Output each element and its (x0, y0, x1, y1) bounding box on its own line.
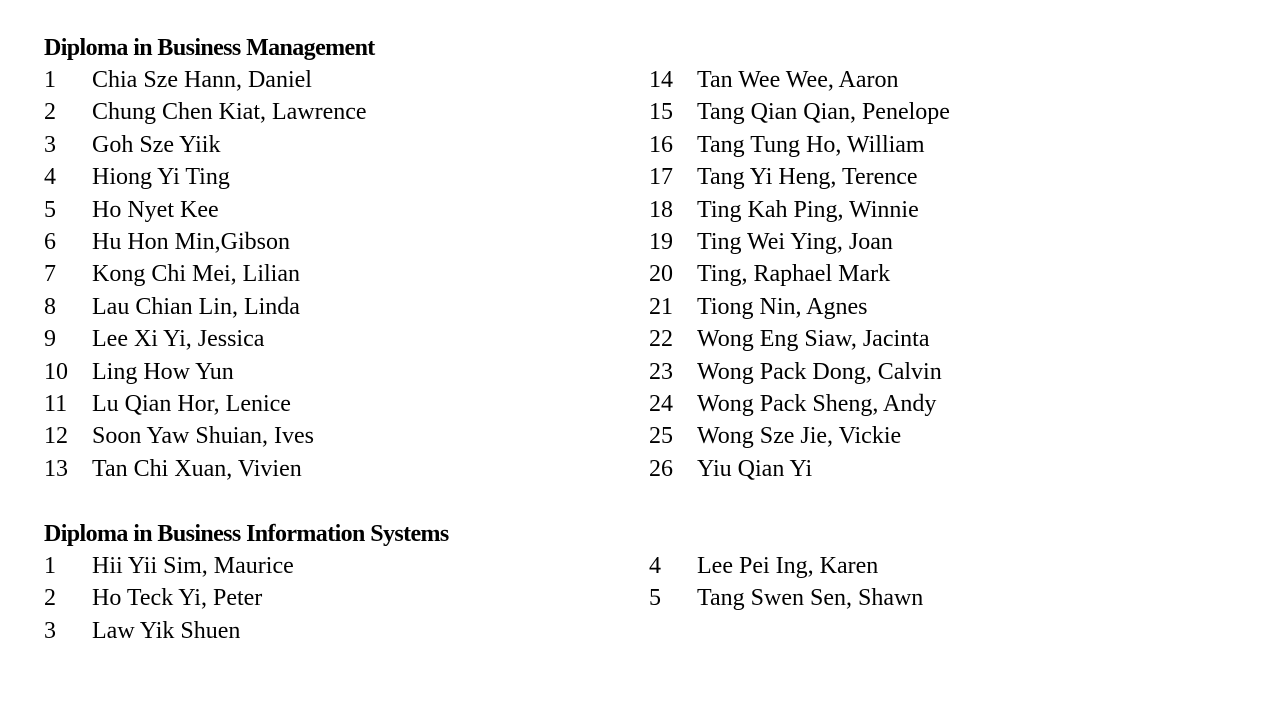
item-number: 25 (649, 423, 673, 450)
item-number: 12 (44, 423, 68, 450)
item-number: 1 (44, 67, 56, 93)
student-name: Lau Chian Lin, Linda (92, 293, 300, 320)
item-number: 4 (649, 553, 661, 579)
student-name: Ling How Yun (92, 358, 234, 385)
item-number: 6 (44, 228, 56, 255)
student-name: Lee Pei Ing, Karen (697, 553, 879, 579)
item-number: 8 (44, 293, 56, 320)
student-name: Wong Pack Sheng, Andy (697, 390, 937, 417)
student-name: Ting Wei Ying, Joan (697, 228, 893, 255)
item-number: 2 (44, 99, 56, 126)
student-name: Hiong Yi Ting (92, 164, 230, 191)
item-number: 17 (649, 164, 673, 191)
student-name: Soon Yaw Shuian, Ives (92, 423, 315, 450)
student-name: Lee Xi Yi, Jessica (92, 326, 265, 353)
student-name: Hii Yii Sim, Maurice (92, 553, 294, 579)
item-number: 1 (44, 553, 56, 579)
item-number: 24 (649, 390, 673, 417)
student-name: Goh Sze Yiik (92, 131, 221, 158)
student-name: Law Yik Shuen (92, 617, 241, 644)
item-number: 20 (649, 261, 673, 288)
item-number: 9 (44, 326, 56, 353)
student-name: Tang Yi Heng, Terence (697, 164, 918, 191)
item-number: 15 (649, 99, 673, 126)
item-number: 2 (44, 585, 56, 612)
item-number: 5 (44, 196, 56, 223)
student-name: Ting Kah Ping, Winnie (697, 196, 919, 223)
student-name: Ho Teck Yi, Peter (92, 585, 263, 612)
student-name: Ho Nyet Kee (92, 196, 219, 223)
item-number: 10 (44, 358, 68, 385)
student-name: Kong Chi Mei, Lilian (92, 261, 300, 288)
item-number: 26 (649, 455, 673, 482)
student-name: Tan Wee Wee, Aaron (697, 67, 899, 93)
section-business-information-systems (44, 518, 1244, 644)
item-number: 19 (649, 228, 673, 255)
student-name: Wong Sze Jie, Vickie (697, 423, 902, 450)
item-number: 4 (44, 164, 56, 191)
student-name: Yiu Qian Yi (697, 455, 813, 482)
student-name: Tang Qian Qian, Penelope (697, 99, 950, 126)
student-name: Tang Swen Sen, Shawn (697, 585, 924, 612)
section-heading: Diploma in Business Information Systems (44, 521, 449, 547)
item-number: 22 (649, 326, 673, 353)
student-name: Hu Hon Min,Gibson (92, 228, 291, 255)
item-number: 3 (44, 131, 56, 158)
item-number: 23 (649, 358, 673, 385)
item-number: 13 (44, 455, 68, 482)
item-number: 3 (44, 617, 56, 644)
student-name: Tan Chi Xuan, Vivien (92, 455, 302, 482)
student-name: Tiong Nin, Agnes (697, 293, 868, 320)
student-name: Ting, Raphael Mark (697, 261, 891, 288)
item-number: 18 (649, 196, 673, 223)
section-heading: Diploma in Business Management (44, 35, 375, 61)
student-name: Wong Eng Siaw, Jacinta (697, 326, 930, 353)
item-number: 7 (44, 261, 56, 288)
item-number: 21 (649, 293, 673, 320)
item-number: 11 (44, 390, 68, 417)
student-name: Wong Pack Dong, Calvin (697, 358, 942, 385)
item-number: 16 (649, 131, 673, 158)
student-name: Chung Chen Kiat, Lawrence (92, 99, 367, 126)
student-name: Lu Qian Hor, Lenice (92, 390, 291, 417)
student-name: Tang Tung Ho, William (697, 131, 925, 158)
section-business-management (44, 32, 1244, 482)
item-number: 5 (649, 585, 661, 612)
student-name: Chia Sze Hann, Daniel (92, 67, 312, 93)
item-number: 14 (649, 67, 673, 93)
